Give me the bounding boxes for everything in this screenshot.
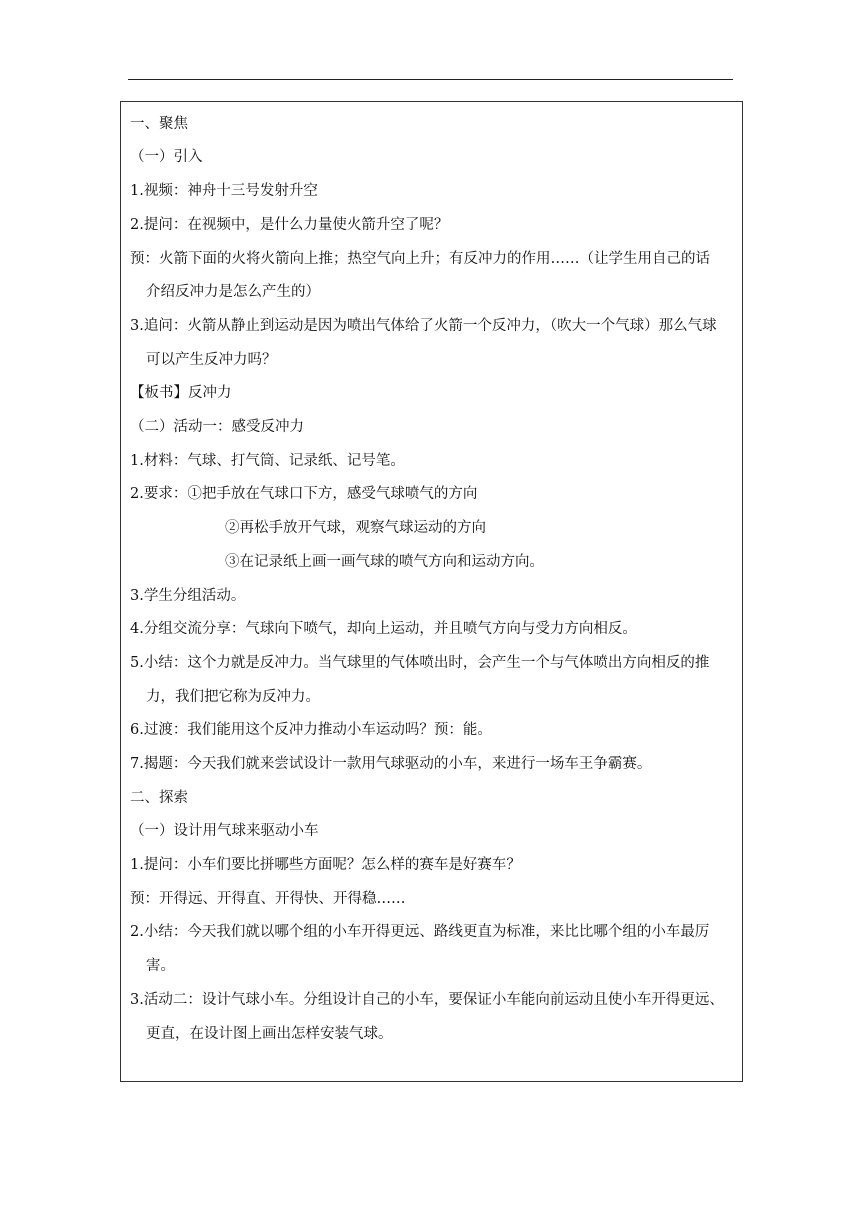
text-line: 1.材料：气球、打气筒、记录纸、记号笔。 xyxy=(130,453,405,469)
text-line: 6.过渡：我们能用这个反冲力推动小车运动吗？预：能。 xyxy=(130,722,492,738)
text-line: 害。 xyxy=(146,958,175,974)
text-line: 1.视频：神舟十三号发射升空 xyxy=(130,183,318,199)
subsection-design: （一）设计用气球来驱动小车 xyxy=(130,823,319,839)
board-note: 【板书】反冲力 xyxy=(130,385,232,401)
text-line: 3.学生分组活动。 xyxy=(130,588,246,604)
text-line: 1.提问：小车们要比拼哪些方面呢？怎么样的赛车是好赛车？ xyxy=(130,857,521,873)
text-line: 3.活动二：设计气球小车。分组设计自己的小车，要保证小车能向前运动且使小车开得更远、 xyxy=(130,992,724,1008)
section-heading-explore: 二、探索 xyxy=(130,790,188,806)
header-rule xyxy=(128,79,733,80)
text-line: ②再松手放开气球，观察气球运动的方向 xyxy=(225,520,486,536)
text-line: 预：开得远、开得直、开得快、开得稳…… xyxy=(130,891,406,907)
text-line: 2.小结：今天我们就以哪个组的小车开得更远、路线更直为标准，来比比哪个组的小车最厉 xyxy=(130,924,710,940)
text-line: 5.小结：这个力就是反冲力。当气球里的气体喷出时，会产生一个与气体喷出方向相反的推 xyxy=(130,655,710,671)
text-line: 可以产生反冲力吗？ xyxy=(146,352,277,368)
text-line: 力，我们把它称为反冲力。 xyxy=(146,689,320,705)
lesson-plan-box xyxy=(120,101,743,1082)
text-line: 3.追问：火箭从静止到运动是因为喷出气体给了火箭一个反冲力，（吹大一个气球）那么气球 xyxy=(130,318,717,334)
text-line: 介绍反冲力是怎么产生的） xyxy=(146,284,320,300)
text-line: ③在记录纸上画一画气球的喷气方向和运动方向。 xyxy=(225,554,544,570)
text-line: 7.揭题：今天我们就来尝试设计一款用气球驱动的小车，来进行一场车王争霸赛。 xyxy=(130,756,652,772)
subsection-activity-one: （二）活动一：感受反冲力 xyxy=(130,419,304,435)
text-line: 2.要求：①把手放在气球口下方，感受气球喷气的方向 xyxy=(130,486,478,502)
text-line: 预：火箭下面的火将火箭向上推；热空气向上升；有反冲力的作用……（让学生用自己的话 xyxy=(130,251,710,267)
subsection-intro: （一）引入 xyxy=(130,149,203,165)
section-heading-focus: 一、聚焦 xyxy=(130,116,188,132)
text-line: 更直，在设计图上画出怎样安装气球。 xyxy=(146,1026,393,1042)
text-line: 2.提问：在视频中，是什么力量使火箭升空了呢？ xyxy=(130,217,449,233)
text-line: 4.分组交流分享：气球向下喷气，却向上运动，并且喷气方向与受力方向相反。 xyxy=(130,621,637,637)
